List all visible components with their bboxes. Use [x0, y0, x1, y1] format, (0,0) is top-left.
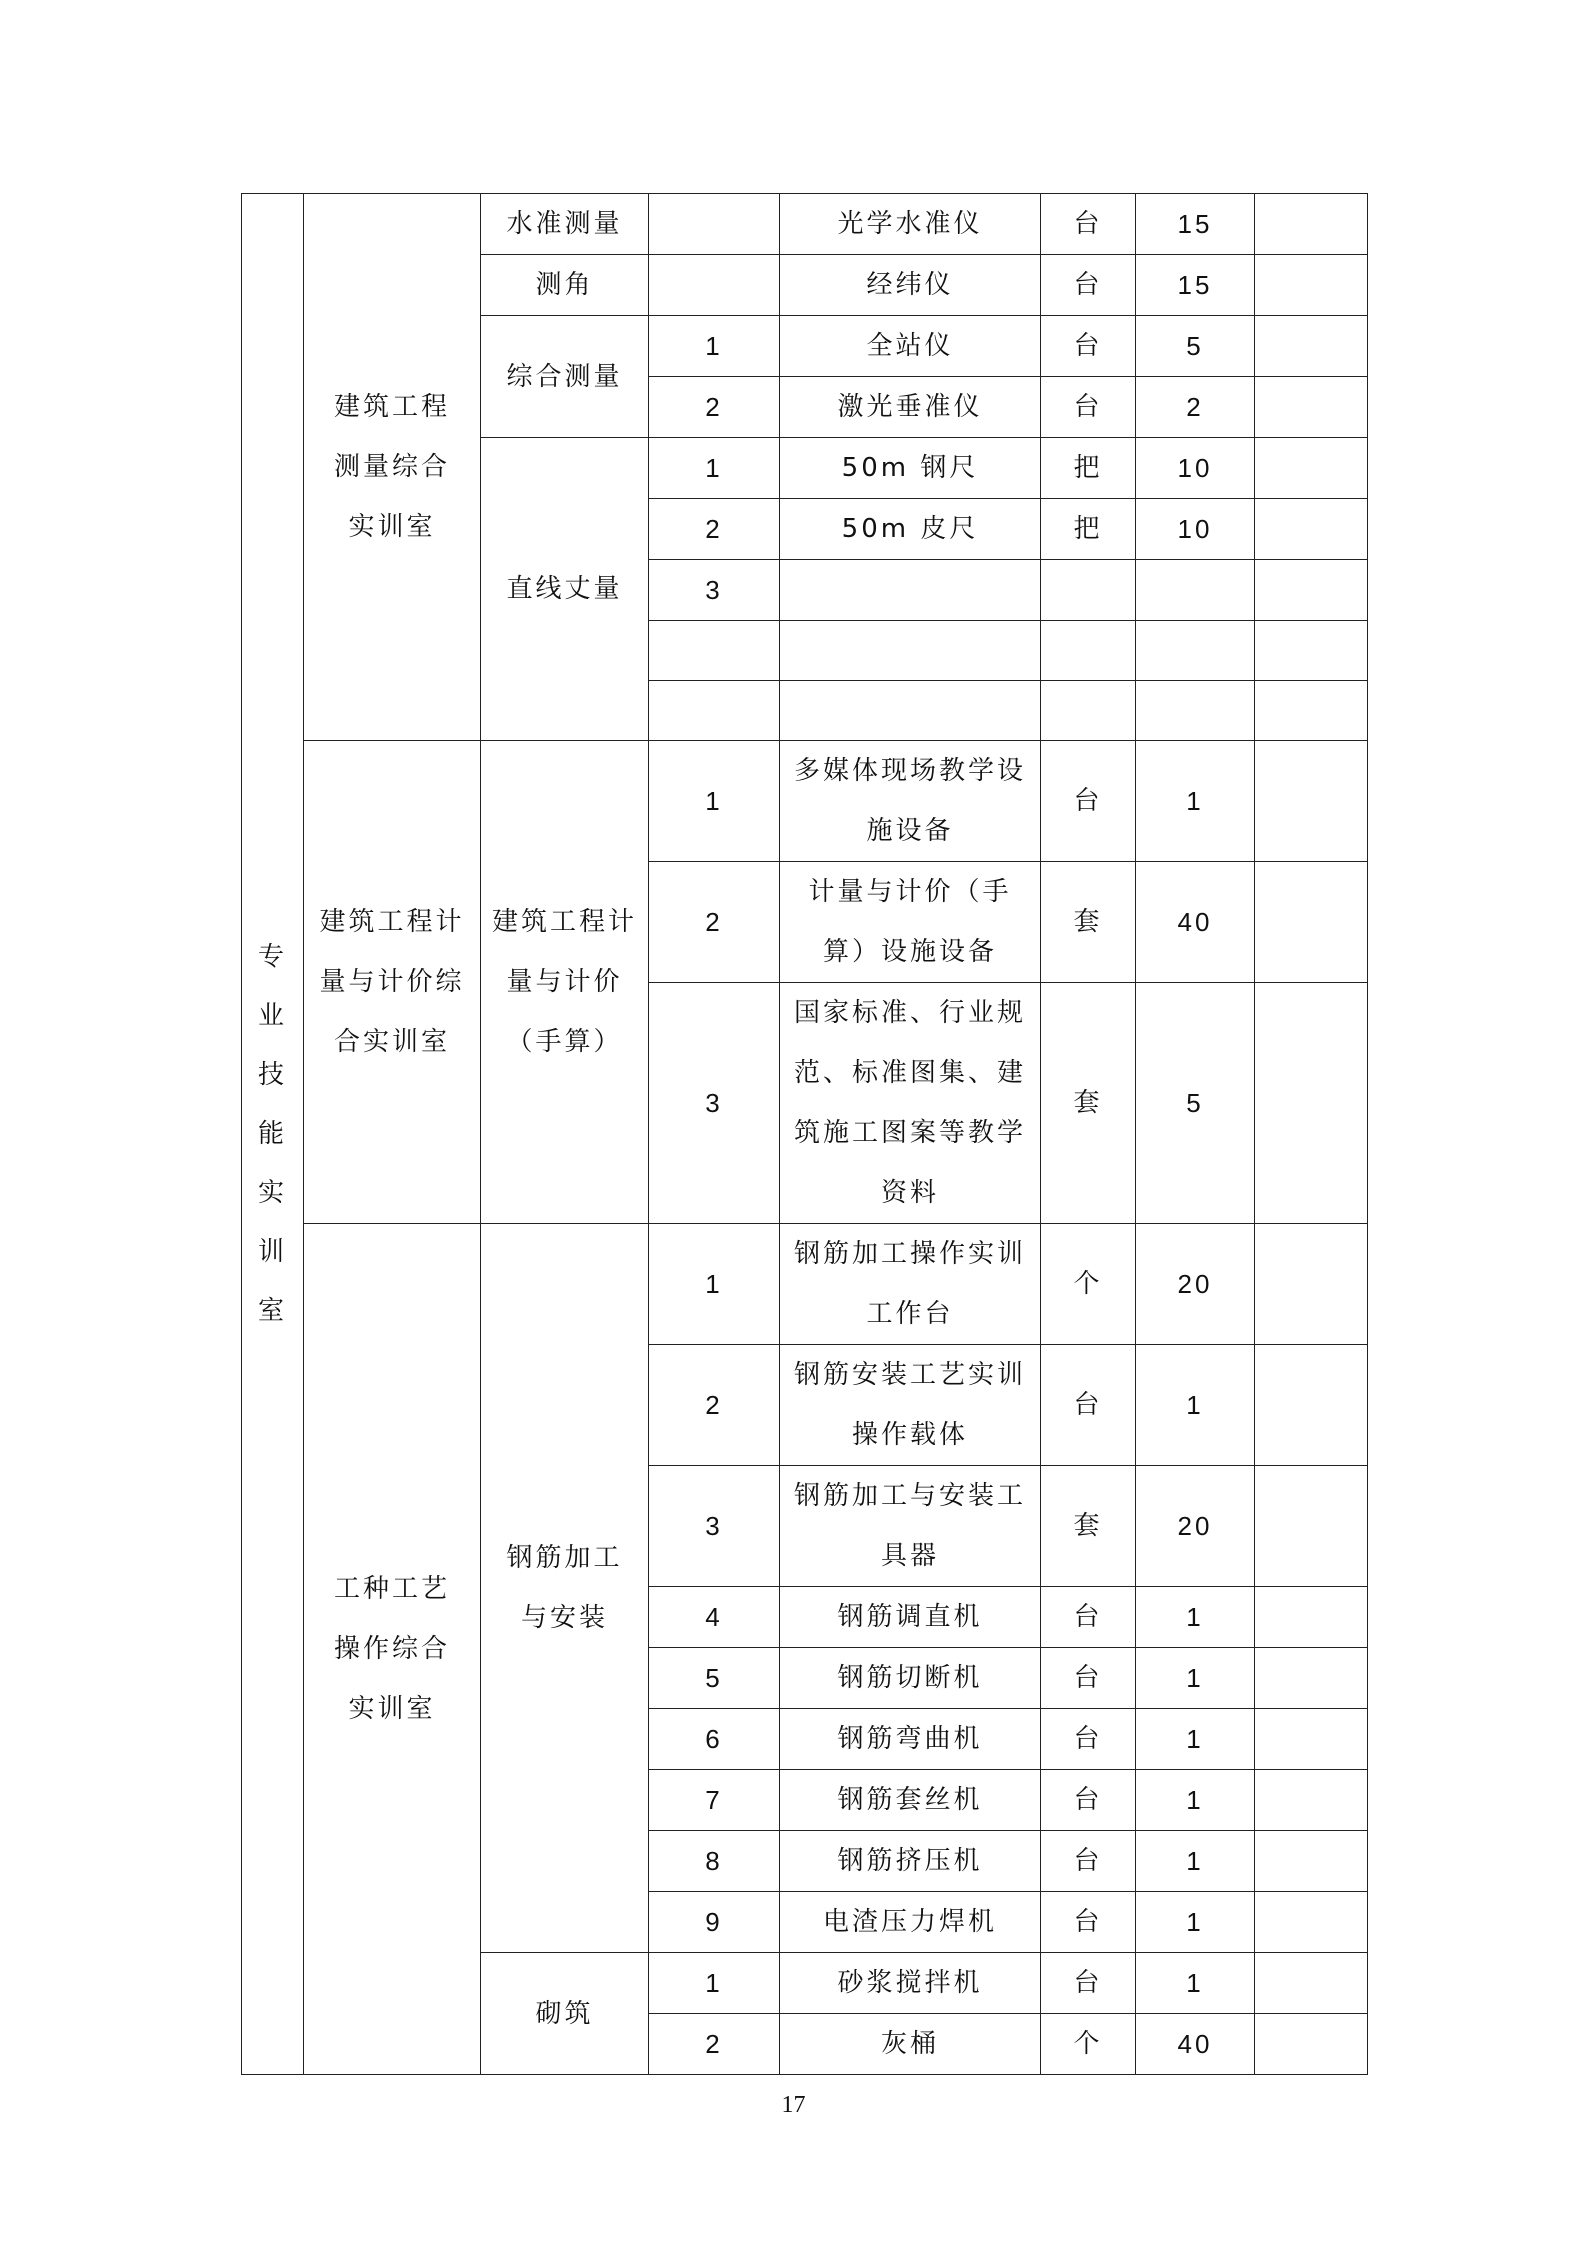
- device-unit: 把: [1041, 438, 1136, 499]
- device-name: 激光垂准仪: [780, 377, 1041, 438]
- device-name: 全站仪: [780, 316, 1041, 377]
- category-cell: 专业技能实训室: [242, 194, 304, 2075]
- device-unit: 个: [1041, 2014, 1136, 2075]
- device-qty: 1: [1136, 1587, 1255, 1648]
- device-qty: 20: [1136, 1224, 1255, 1345]
- page-number: 17: [781, 2092, 806, 2118]
- device-unit: 台: [1041, 255, 1136, 316]
- device-unit: 台: [1041, 1892, 1136, 1953]
- device-unit: 套: [1041, 1466, 1136, 1587]
- device-qty: 10: [1136, 499, 1255, 560]
- device-name: 钢筋切断机: [780, 1648, 1041, 1709]
- equipment-table: [241, 193, 1368, 2075]
- device-qty: 20: [1136, 1466, 1255, 1587]
- device-name: 钢筋套丝机: [780, 1770, 1041, 1831]
- row-no: 2: [649, 862, 780, 983]
- device-unit: 台: [1041, 741, 1136, 862]
- device-name: 电渣压力焊机: [780, 1892, 1041, 1953]
- remark-cell: [1255, 1892, 1368, 1953]
- project-cell: 砌筑: [481, 1953, 649, 2075]
- device-qty: [1136, 681, 1255, 741]
- row-no: 2: [649, 499, 780, 560]
- device-qty: 10: [1136, 438, 1255, 499]
- remark-cell: [1255, 741, 1368, 862]
- device-unit: 台: [1041, 1709, 1136, 1770]
- remark-cell: [1255, 255, 1368, 316]
- table-row: [242, 194, 1368, 255]
- device-qty: 5: [1136, 983, 1255, 1224]
- device-qty: 40: [1136, 862, 1255, 983]
- device-unit: 台: [1041, 1953, 1136, 2014]
- row-no: [649, 681, 780, 741]
- remark-cell: [1255, 1224, 1368, 1345]
- row-no: 3: [649, 1466, 780, 1587]
- device-name: 国家标准、行业规范、标准图集、建筑施工图案等教学资料: [780, 983, 1041, 1224]
- remark-cell: [1255, 1770, 1368, 1831]
- project-cell: 直线丈量: [481, 438, 649, 741]
- device-qty: 1: [1136, 741, 1255, 862]
- device-unit: 台: [1041, 1770, 1136, 1831]
- device-name: 砂浆搅拌机: [780, 1953, 1041, 2014]
- row-no: 1: [649, 438, 780, 499]
- device-name: [780, 681, 1041, 741]
- device-name: 钢筋安装工艺实训操作载体: [780, 1345, 1041, 1466]
- remark-cell: [1255, 377, 1368, 438]
- project-cell: 钢筋加工与安装: [481, 1224, 649, 1953]
- remark-cell: [1255, 499, 1368, 560]
- remark-cell: [1255, 681, 1368, 741]
- device-unit: 台: [1041, 1831, 1136, 1892]
- row-no: 1: [649, 316, 780, 377]
- project-cell: 建筑工程计量与计价（手算）: [481, 741, 649, 1224]
- row-no: 1: [649, 1224, 780, 1345]
- remark-cell: [1255, 2014, 1368, 2075]
- device-name: 多媒体现场教学设施设备: [780, 741, 1041, 862]
- device-unit: 台: [1041, 194, 1136, 255]
- device-name: 灰桶: [780, 2014, 1041, 2075]
- remark-cell: [1255, 560, 1368, 621]
- row-no: 1: [649, 741, 780, 862]
- device-unit: 个: [1041, 1224, 1136, 1345]
- device-name: 钢筋加工与安装工具器: [780, 1466, 1041, 1587]
- remark-cell: [1255, 1831, 1368, 1892]
- device-qty: 1: [1136, 1953, 1255, 2014]
- remark-cell: [1255, 1345, 1368, 1466]
- row-no: [649, 194, 780, 255]
- row-no: [649, 621, 780, 681]
- row-no: 2: [649, 2014, 780, 2075]
- remark-cell: [1255, 1648, 1368, 1709]
- device-name: [780, 621, 1041, 681]
- device-unit: 套: [1041, 983, 1136, 1224]
- remark-cell: [1255, 194, 1368, 255]
- device-name: 钢筋调直机: [780, 1587, 1041, 1648]
- device-qty: 15: [1136, 255, 1255, 316]
- device-unit: 台: [1041, 1587, 1136, 1648]
- remark-cell: [1255, 983, 1368, 1224]
- remark-cell: [1255, 621, 1368, 681]
- device-unit: 把: [1041, 499, 1136, 560]
- device-name: 50m 皮尺: [780, 499, 1041, 560]
- project-cell: 综合测量: [481, 316, 649, 438]
- row-no: 9: [649, 1892, 780, 1953]
- device-name: 光学水准仪: [780, 194, 1041, 255]
- room-cell: 工种工艺操作综合实训室: [304, 1224, 481, 2075]
- device-name: [780, 560, 1041, 621]
- row-no: [649, 255, 780, 316]
- device-name: 50m 钢尺: [780, 438, 1041, 499]
- device-unit: [1041, 560, 1136, 621]
- device-name: 计量与计价（手算）设施设备: [780, 862, 1041, 983]
- device-qty: 2: [1136, 377, 1255, 438]
- device-qty: 1: [1136, 1709, 1255, 1770]
- row-no: 1: [649, 1953, 780, 2014]
- device-unit: [1041, 621, 1136, 681]
- room-cell: 建筑工程测量综合实训室: [304, 194, 481, 741]
- device-qty: [1136, 560, 1255, 621]
- device-name: 钢筋弯曲机: [780, 1709, 1041, 1770]
- row-no: 2: [649, 1345, 780, 1466]
- row-no: 5: [649, 1648, 780, 1709]
- project-cell: 测角: [481, 255, 649, 316]
- device-qty: 1: [1136, 1831, 1255, 1892]
- remark-cell: [1255, 1587, 1368, 1648]
- remark-cell: [1255, 438, 1368, 499]
- row-no: 4: [649, 1587, 780, 1648]
- row-no: 6: [649, 1709, 780, 1770]
- remark-cell: [1255, 1709, 1368, 1770]
- project-cell: 水准测量: [481, 194, 649, 255]
- device-name: 钢筋挤压机: [780, 1831, 1041, 1892]
- device-qty: [1136, 621, 1255, 681]
- row-no: 7: [649, 1770, 780, 1831]
- room-cell: 建筑工程计量与计价综合实训室: [304, 741, 481, 1224]
- device-qty: 1: [1136, 1648, 1255, 1709]
- row-no: 8: [649, 1831, 780, 1892]
- device-name: 钢筋加工操作实训工作台: [780, 1224, 1041, 1345]
- remark-cell: [1255, 1953, 1368, 2014]
- device-unit: 台: [1041, 1648, 1136, 1709]
- device-qty: 1: [1136, 1770, 1255, 1831]
- device-qty: 1: [1136, 1345, 1255, 1466]
- remark-cell: [1255, 862, 1368, 983]
- device-qty: 1: [1136, 1892, 1255, 1953]
- device-unit: 台: [1041, 1345, 1136, 1466]
- device-unit: [1041, 681, 1136, 741]
- row-no: 3: [649, 983, 780, 1224]
- remark-cell: [1255, 316, 1368, 377]
- device-qty: 5: [1136, 316, 1255, 377]
- device-unit: 台: [1041, 316, 1136, 377]
- table-row: [242, 741, 1368, 862]
- row-no: 2: [649, 377, 780, 438]
- row-no: 3: [649, 560, 780, 621]
- device-name: 经纬仪: [780, 255, 1041, 316]
- device-unit: 套: [1041, 862, 1136, 983]
- remark-cell: [1255, 1466, 1368, 1587]
- device-qty: 15: [1136, 194, 1255, 255]
- device-qty: 40: [1136, 2014, 1255, 2075]
- device-unit: 台: [1041, 377, 1136, 438]
- table-row: [242, 1224, 1368, 1345]
